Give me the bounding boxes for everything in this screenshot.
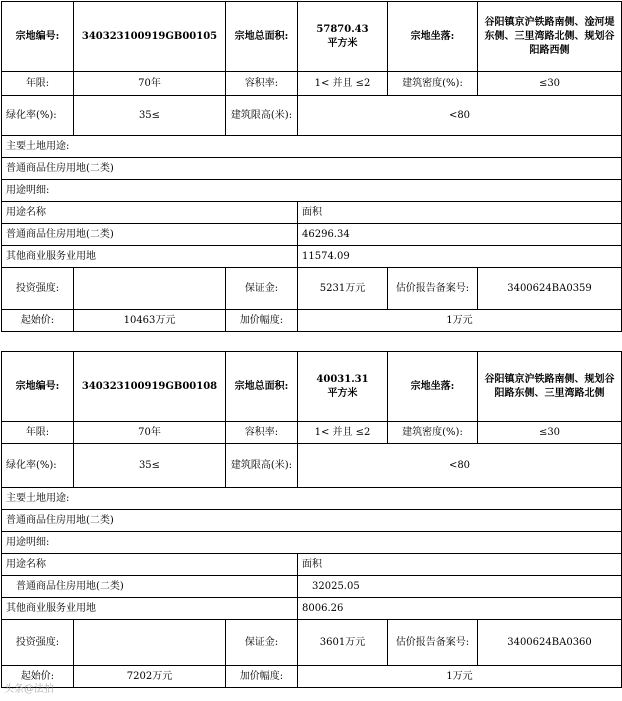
use-name: 普通商品住房用地(二类) bbox=[2, 576, 298, 598]
report-label: 估价报告备案号: bbox=[388, 620, 478, 666]
use-detail-label: 用途明细: bbox=[2, 180, 622, 202]
use-name: 其他商业服务业用地 bbox=[2, 246, 298, 268]
investment-label: 投资强度: bbox=[2, 268, 74, 310]
table-row bbox=[2, 268, 622, 310]
green-label: 绿化率(%): bbox=[2, 444, 74, 488]
deposit-label: 保证金: bbox=[226, 620, 298, 666]
report-value: 3400624BA0359 bbox=[478, 268, 622, 310]
height-value: <80 bbox=[298, 444, 622, 488]
increment-label: 加价幅度: bbox=[226, 310, 298, 332]
table-row bbox=[2, 666, 622, 688]
use-area: 46296.34 bbox=[298, 224, 622, 246]
table-row bbox=[2, 158, 622, 180]
table-row bbox=[2, 598, 622, 620]
density-value: ≤30 bbox=[478, 72, 622, 96]
location-value: 谷阳镇京沪铁路南侧、规划谷阳路东侧、三里湾路北侧 bbox=[478, 352, 622, 422]
deposit-label: 保证金: bbox=[226, 268, 298, 310]
table-row bbox=[2, 352, 622, 422]
table-row bbox=[2, 96, 622, 136]
total-area-value: 40031.31 bbox=[316, 373, 369, 385]
table-row bbox=[2, 180, 622, 202]
total-area-cell bbox=[298, 352, 388, 422]
far-value: 1< 并且 ≤2 bbox=[298, 422, 388, 444]
table-row bbox=[2, 444, 622, 488]
main-use-label: 主要土地用途: bbox=[2, 136, 622, 158]
main-use-value: 普通商品住房用地(二类) bbox=[2, 510, 622, 532]
parcel-table-1 bbox=[1, 1, 622, 332]
table-row bbox=[2, 72, 622, 96]
location-label: 宗地坐落: bbox=[388, 2, 478, 72]
table-row bbox=[2, 422, 622, 444]
table-row bbox=[2, 2, 622, 72]
density-label: 建筑密度(%): bbox=[388, 72, 478, 96]
table-row bbox=[2, 202, 622, 224]
height-label: 建筑限高(米): bbox=[226, 444, 298, 488]
table-row bbox=[2, 510, 622, 532]
increment-label: 加价幅度: bbox=[226, 666, 298, 688]
investment-value bbox=[74, 268, 226, 310]
parcel-id-value: 340323100919GB00105 bbox=[74, 2, 226, 72]
use-name: 普通商品住房用地(二类) bbox=[2, 224, 298, 246]
table-row bbox=[2, 246, 622, 268]
green-value: 35≤ bbox=[74, 96, 226, 136]
total-area-value: 57870.43 bbox=[316, 23, 369, 35]
increment-value: 1万元 bbox=[298, 666, 622, 688]
height-label: 建筑限高(米): bbox=[226, 96, 298, 136]
table-row bbox=[2, 576, 622, 598]
table-row bbox=[2, 554, 622, 576]
investment-label: 投资强度: bbox=[2, 620, 74, 666]
deposit-value: 3601万元 bbox=[298, 620, 388, 666]
increment-value: 1万元 bbox=[298, 310, 622, 332]
far-label: 容积率: bbox=[226, 422, 298, 444]
use-name: 其他商业服务业用地 bbox=[2, 598, 298, 620]
far-label: 容积率: bbox=[226, 72, 298, 96]
report-label: 估价报告备案号: bbox=[388, 268, 478, 310]
total-area-label: 宗地总面积: bbox=[226, 2, 298, 72]
use-detail-label: 用途明细: bbox=[2, 532, 622, 554]
term-label: 年限: bbox=[2, 72, 74, 96]
main-use-label: 主要土地用途: bbox=[2, 488, 622, 510]
start-price-value: 7202万元 bbox=[74, 666, 226, 688]
term-value: 70年 bbox=[74, 72, 226, 96]
table-row bbox=[2, 532, 622, 554]
table-row bbox=[2, 488, 622, 510]
use-area: 11574.09 bbox=[298, 246, 622, 268]
green-value: 35≤ bbox=[74, 444, 226, 488]
height-value: <80 bbox=[298, 96, 622, 136]
deposit-value: 5231万元 bbox=[298, 268, 388, 310]
report-value: 3400624BA0360 bbox=[478, 620, 622, 666]
location-value: 谷阳镇京沪铁路南侧、淦河堤东侧、三里湾路北侧、规划谷阳路西侧 bbox=[478, 2, 622, 72]
table-row bbox=[2, 310, 622, 332]
use-name-header: 用途名称 bbox=[2, 554, 298, 576]
start-price-value: 10463万元 bbox=[74, 310, 226, 332]
use-area: 8006.26 bbox=[298, 598, 622, 620]
use-area-header: 面积 bbox=[298, 202, 622, 224]
table-row bbox=[2, 620, 622, 666]
location-label: 宗地坐落: bbox=[388, 352, 478, 422]
total-area-unit: 平方米 bbox=[327, 37, 358, 49]
use-area: 32025.05 bbox=[298, 576, 622, 598]
far-value: 1< 并且 ≤2 bbox=[298, 72, 388, 96]
start-price-label: 起始价: bbox=[2, 666, 74, 688]
use-area-header: 面积 bbox=[298, 554, 622, 576]
total-area-cell bbox=[298, 2, 388, 72]
term-value: 70年 bbox=[74, 422, 226, 444]
parcel-id-label: 宗地编号: bbox=[2, 2, 74, 72]
total-area-unit: 平方米 bbox=[327, 387, 358, 399]
parcel-id-value: 340323100919GB00108 bbox=[74, 352, 226, 422]
start-price-label: 起始价: bbox=[2, 310, 74, 332]
density-label: 建筑密度(%): bbox=[388, 422, 478, 444]
density-value: ≤30 bbox=[478, 422, 622, 444]
table-row bbox=[2, 136, 622, 158]
parcel-table-2 bbox=[1, 351, 622, 688]
table-row bbox=[2, 224, 622, 246]
watermark: 头条@法拍 bbox=[4, 684, 54, 695]
total-area-label: 宗地总面积: bbox=[226, 352, 298, 422]
use-name-header: 用途名称 bbox=[2, 202, 298, 224]
investment-value bbox=[74, 620, 226, 666]
green-label: 绿化率(%): bbox=[2, 96, 74, 136]
parcel-id-label: 宗地编号: bbox=[2, 352, 74, 422]
main-use-value: 普通商品住房用地(二类) bbox=[2, 158, 622, 180]
term-label: 年限: bbox=[2, 422, 74, 444]
